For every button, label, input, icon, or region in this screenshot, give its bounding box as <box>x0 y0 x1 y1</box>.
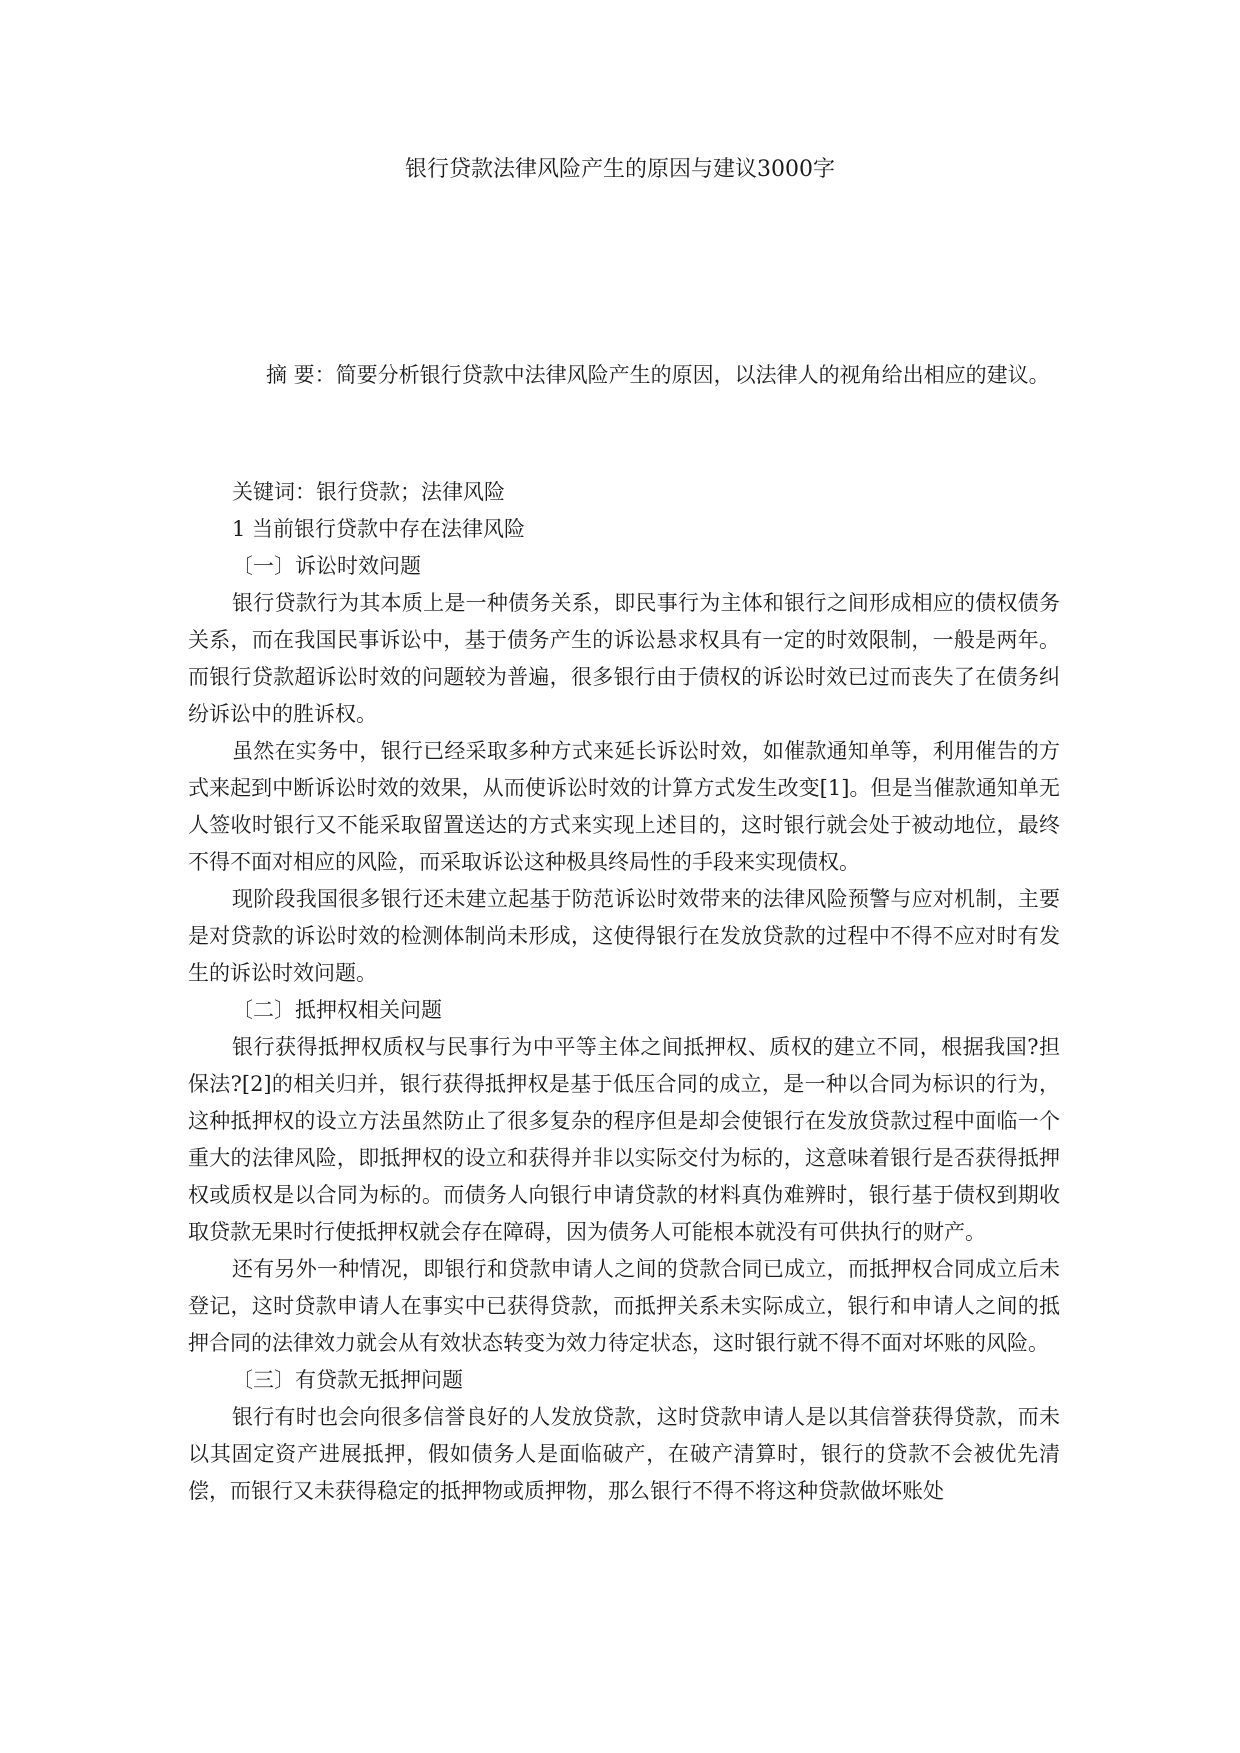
body-content <box>188 511 1060 1510</box>
body-paragraph: 银行获得抵押权质权与民事行为中平等主体之间抵押权、质权的建立不同，根据我国?担保法?[2]的相关归并，银行获得抵押权是基于低压合同的成立，是一种以合同为标识的行为，这种抵押权的设立方法虽然防止了很多复杂的程序但是却会使银行在发放贷款过程中面临一个重大的法律风险，即抵押权的设立和获得并非以实际交付为标的，这意味着银行是否获得抵押权或质权是以合同为标的。而债务人向银行申请贷款的材料真伪难辨时，银行基于债权到期收取贷款无果时行使抵押权就会存在障碍，因为债务人可能根本就没有可供执行的财产。 <box>188 1035 1060 1244</box>
subsection-heading: 〔二〕抵押权相关问题 <box>232 998 442 1022</box>
body-paragraph: 现阶段我国很多银行还未建立起基于防范诉讼时效带来的法律风险预警与应对机制，主要是对贷款的诉讼时效的检测体制尚未形成，这使得银行在发放贷款的过程中不得不应对时有发生的诉讼时效问题。 <box>188 887 1060 985</box>
section-heading: 1 当前银行贷款中存在法律风险 <box>232 517 526 541</box>
subsection-heading: 〔一〕诉讼时效问题 <box>232 554 421 578</box>
subsection-heading: 〔三〕有贷款无抵押问题 <box>232 1368 463 1392</box>
body-paragraph: 银行有时也会向很多信誉良好的人发放贷款，这时贷款申请人是以其信誉获得贷款，而未以其固定资产进展抵押，假如债务人是面临破产，在破产清算时，银行的贷款不会被优先清偿，而银行又未获得稳定的抵押物或质押物，那么银行不得不将这种贷款做坏账处 <box>188 1405 1060 1503</box>
body-paragraph: 虽然在实务中，银行已经采取多种方式来延长诉讼时效，如催款通知单等，利用催告的方式来起到中断诉讼时效的效果，从而使诉讼时效的计算方式发生改变[1]。但是当催款通知单无人签收时银行又不能采取留置送达的方式来实现上述目的，这时银行就会处于被动地位，最终不得不面对相应的风险，而采取诉讼这种极具终局性的手段来实现债权。 <box>188 739 1060 874</box>
body-paragraph: 银行贷款行为其本质上是一种债务关系，即民事行为主体和银行之间形成相应的债权债务关系，而在我国民事诉讼中，基于债务产生的诉讼悬求权具有一定的时效限制，一般是两年。而银行贷款超诉讼时效的问题较为普遍，很多银行由于债权的诉讼时效已过而丧失了在债务纠纷诉讼中的胜诉权。 <box>188 591 1060 726</box>
body-paragraph: 还有另外一种情况，即银行和贷款申请人之间的贷款合同已成立，而抵押权合同成立后未登记，这时贷款申请人在事实中已获得贷款，而抵押关系未实际成立，银行和申请人之间的抵押合同的法律效力就会从有效状态转变为效力待定状态，这时银行就不得不面对坏账的风险。 <box>188 1257 1060 1355</box>
keywords-line: 关键词：银行贷款；法律风险 <box>232 480 505 504</box>
document-title: 银行贷款法律风险产生的原因与建议3000字 <box>405 157 835 182</box>
abstract-paragraph: 摘 要：简要分析银行贷款中法律风险产生的原因，以法律人的视角给出相应的建议。 <box>266 363 1050 387</box>
